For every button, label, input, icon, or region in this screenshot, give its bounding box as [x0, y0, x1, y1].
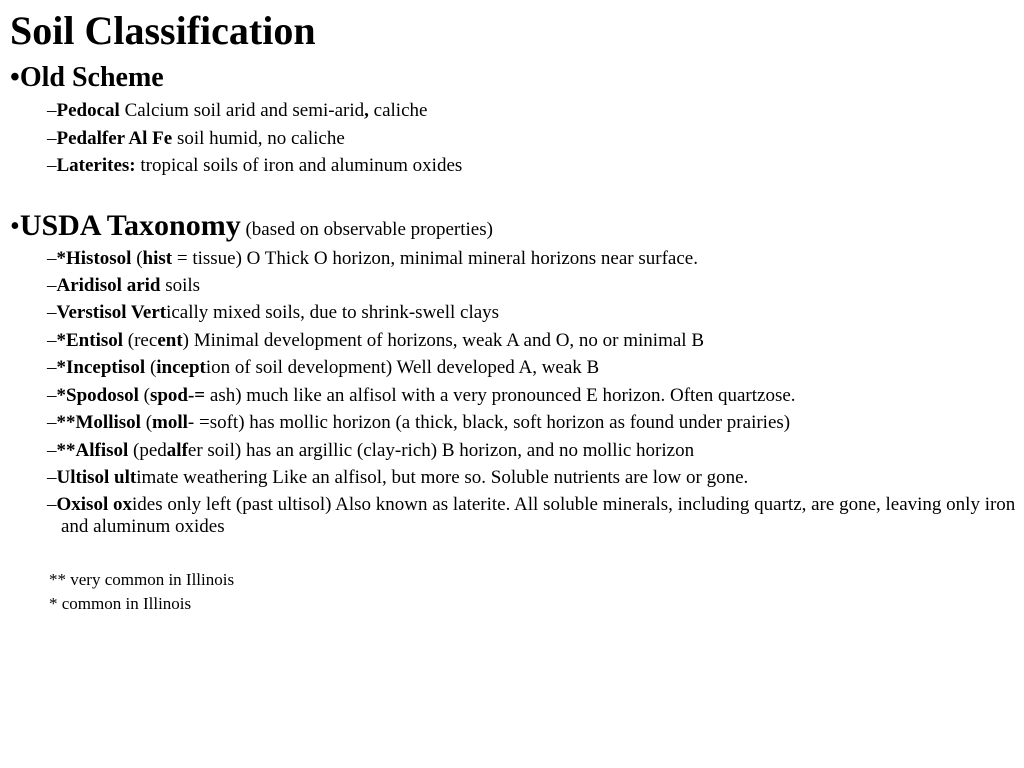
dash-icon: – [47, 302, 57, 323]
item-text: tropical soils of iron and aluminum oxides [135, 155, 463, 176]
old-scheme-heading-text: Old Scheme [19, 62, 164, 93]
item-text: (rec [123, 330, 158, 351]
term-verstisol: Verstisol Vert [56, 302, 167, 323]
term-inceptisol: *Inceptisol [56, 357, 146, 378]
item-text: caliche [368, 100, 428, 121]
term-laterites: Laterites: [56, 155, 136, 176]
item-text-bold: ent [157, 330, 183, 351]
list-item-alfisol [47, 440, 694, 462]
item-text: ( [145, 357, 157, 378]
list-item-inceptisol [47, 357, 599, 379]
dash-icon: – [47, 440, 57, 461]
term-aridisol: Aridisol arid [56, 275, 161, 296]
list-item-mollisol [47, 412, 790, 434]
dash-icon: – [47, 385, 57, 406]
item-text: ically mixed soils, due to shrink-swell clays [166, 302, 500, 323]
dash-icon: – [47, 100, 57, 121]
footnote-common: * common in Illinois [49, 594, 192, 613]
dash-icon: – [47, 412, 57, 433]
item-text: ( [140, 412, 153, 433]
list-item-pedalfer [47, 128, 345, 150]
old-scheme-heading [10, 62, 164, 94]
dash-icon: – [47, 330, 57, 351]
item-text: (ped [128, 440, 167, 461]
item-text-bold: hist [142, 248, 173, 269]
usda-heading-text: USDA Taxonomy [19, 209, 241, 242]
item-text: ash) much like an alfisol with a very pronounced E horizon. Often quartzose. [205, 385, 796, 406]
slide-title: Soil Classification [10, 8, 316, 53]
item-text: Calcium soil arid and semi-arid [119, 100, 365, 121]
dash-icon: – [47, 128, 57, 149]
item-text-bold: alf [166, 440, 188, 461]
list-item-entisol [47, 330, 704, 352]
list-item-pedocal [47, 100, 427, 122]
term-oxisol: Oxisol ox [56, 494, 132, 515]
list-item-oxisol [47, 494, 1024, 538]
dash-icon: – [47, 248, 57, 269]
item-text-bold: , [364, 100, 369, 121]
usda-heading-note: (based on observable properties) [240, 219, 493, 240]
usda-heading [10, 209, 493, 244]
item-text: ( [138, 385, 150, 406]
term-pedocal: Pedocal [56, 100, 120, 121]
item-text-bold: moll [152, 412, 188, 433]
item-text: soil humid, no caliche [172, 128, 345, 149]
term-alfisol: **Alfisol [56, 440, 129, 461]
item-text: imate weathering Like an alfisol, but more so. Soluble nutrients are low or gone. [136, 467, 749, 488]
item-text: soils [160, 275, 201, 296]
list-item-histosol [47, 248, 698, 270]
bullet-icon: • [10, 62, 20, 93]
list-item-verstisol [47, 302, 499, 324]
term-spodosol: *Spodosol [56, 385, 139, 406]
term-entisol: *Entisol [56, 330, 124, 351]
item-text: ) Minimal development of horizons, weak A and O, no or minimal B [182, 330, 704, 351]
dash-icon: – [47, 357, 57, 378]
dash-icon: – [47, 155, 57, 176]
item-text-bold: spod-= [149, 385, 206, 406]
item-text-bold: incept [156, 357, 206, 378]
list-item-laterites [47, 155, 462, 177]
item-text: er soil) has an argillic (clay-rich) B horizon, and no mollic horizon [187, 440, 695, 461]
term-mollisol: **Mollisol [56, 412, 141, 433]
item-text: ( [131, 248, 143, 269]
list-item-spodosol [47, 385, 796, 407]
bullet-icon: • [10, 211, 20, 242]
list-item-aridisol [47, 275, 200, 297]
term-ultisol: Ultisol ult [56, 467, 137, 488]
list-item-ultisol [47, 467, 748, 489]
item-text: ion of soil development) Well developed A, weak B [205, 357, 600, 378]
dash-icon: – [47, 275, 57, 296]
dash-icon: – [47, 467, 57, 488]
item-text: ides only left (past ultisol) Also known as laterite. All soluble minerals, including quartz, are gone, leaving only iron and aluminum oxides [61, 494, 1016, 537]
item-text: = tissue) O Thick O horizon, minimal mineral horizons near surface. [172, 248, 698, 269]
term-pedalfer: Pedalfer Al Fe [56, 128, 173, 149]
footnote-very-common: ** very common in Illinois [49, 570, 235, 589]
item-text: - =soft) has mollic horizon (a thick, black, soft horizon as found under prairies) [187, 412, 791, 433]
term-histosol: *Histosol [56, 248, 132, 269]
dash-icon: – [47, 494, 57, 515]
